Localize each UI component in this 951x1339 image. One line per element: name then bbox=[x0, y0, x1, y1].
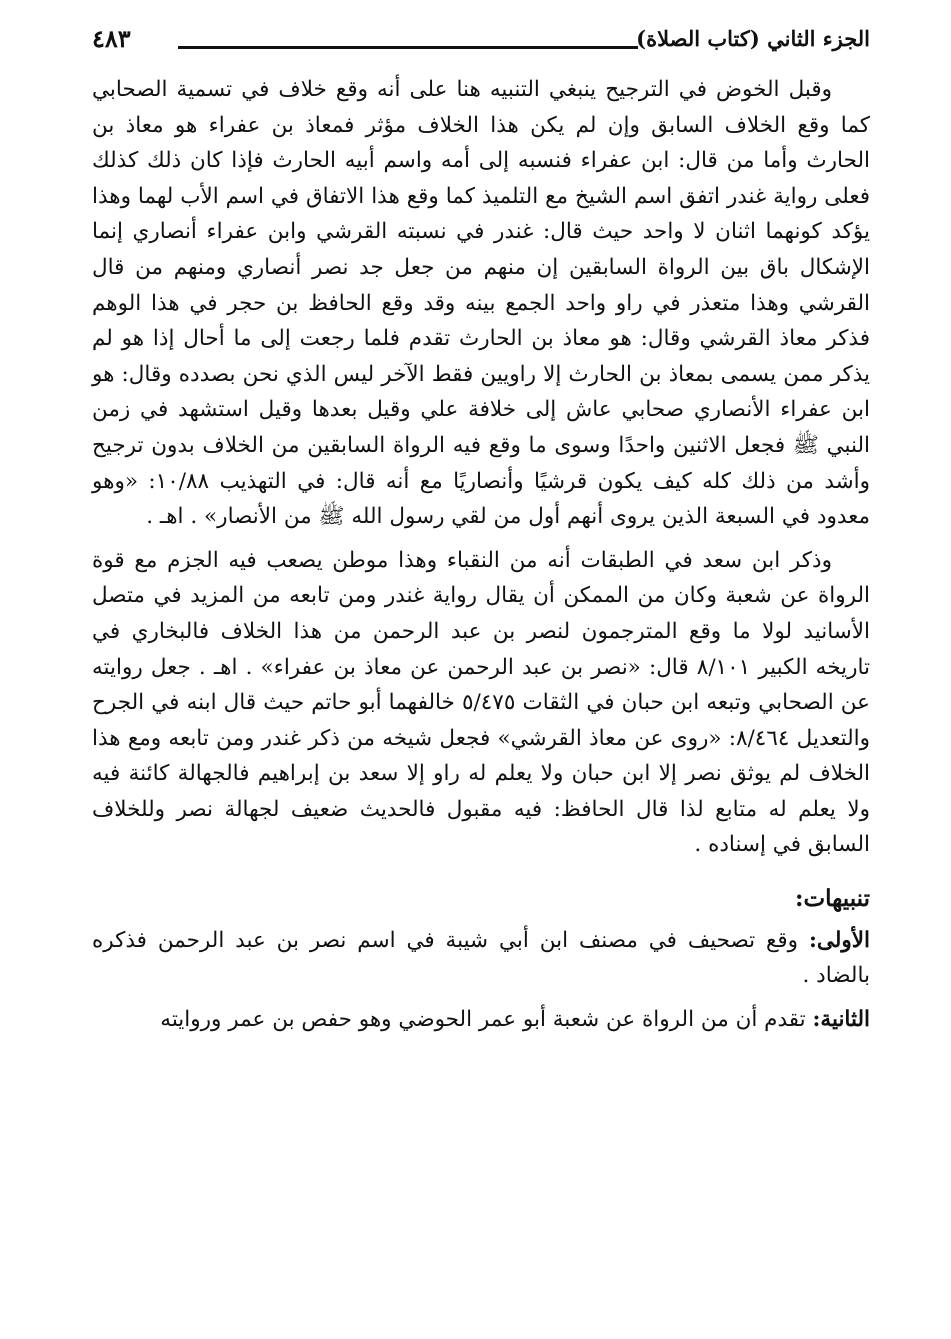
note-first-label: الأولى: bbox=[808, 927, 870, 953]
running-title: الجزء الثاني (كتاب الصلاة) bbox=[636, 26, 870, 51]
note-first-text: وقع تصحيف في مصنف ابن أبي شيبة في اسم نصر بن عبد الرحمن فذكره بالضاد . bbox=[92, 927, 870, 989]
paragraph-1: وقبل الخوض في الترجيح ينبغي التنبيه هنا على أنه وقع خلاف في تسمية الصحابي كما وقع الخلاف السابق وإن لم يكن هذا الخلاف مؤثر فمعاذ بن عفراء هو معاذ بن الحارث وأما من قال: ابن عفراء فنسبه إلى أمه واسم أبيه الحارث فإذا كان ذلك كذلك فعلى رواية غندر اتفق اسم الشيخ مع التلميذ كما وقع هذا الاتفاق في اسم الأب لهما وهذا يؤكد كونهما اثنان لا واحد حيث قال: غندر في نسبته القرشي وابن عفراء أنصاري إنما الإشكال باق بين الرواة السابقين إن منهم من جعل جد نصر أنصاري ومنهم من قال القرشي وهذا متعذر في راو واحد الجمع بينه وقد وقع الحافظ بن حجر في هذا الوهم فذكر معاذ القرشي وقال: هو معاذ بن الحارث تقدم فلما رجعت إلى ما أحال إذا هو لم يذكر ممن يسمى بمعاذ بن الحارث إلا راويين فقط الآخر ليس الذي نحن بصدده وقال: هو ابن عفراء الأنصاري صحابي عاش إلى خلافة علي وقيل بعدها وقيل استشهد في زمن النبي ﷺ فجعل الاثنين واحدًا وسوى ما وقع فيه الرواة السابقين من الخلاف بدون ترجيح وأشد من ذلك كله كيف يكون قرشيًا وأنصاريًا مع أنه قال: في التهذيب ١٠/٨٨: «وهو معدود في السبعة الذين يروى أنهم أول من لقي رسول الله ﷺ من الأنصار» . اهـ . bbox=[92, 77, 871, 530]
main-text bbox=[92, 72, 870, 1045]
note-second bbox=[92, 1002, 870, 1038]
page-header bbox=[92, 22, 870, 66]
note-second-label: الثانية: bbox=[812, 1006, 870, 1032]
page-number: ٤٨٣ bbox=[92, 24, 131, 53]
note-first bbox=[92, 923, 870, 994]
note-second-text: تقدم أن من الرواة عن شعبة أبو عمر الحوضي وهو حفص بن عمر وروايته bbox=[160, 1006, 806, 1032]
header-rule bbox=[178, 46, 638, 49]
notes-heading: تنبيهات: bbox=[795, 885, 870, 913]
paragraph-2: وذكر ابن سعد في الطبقات أنه من النقباء وهذا موطن يصعب فيه الجزم مع قوة الرواة عن شعبة وكان من الممكن أن يقال رواية غندر ومن تابعه من المزيد في متصل الأسانيد لولا ما وقع المترجمون لنصر بن عبد الرحمن من هذا الخلاف فالبخاري في تاريخه الكبير ٨/١٠١ قال: «نصر بن عبد الرحمن عن معاذ بن عفراء» . اهـ . جعل روايته عن الصحابي وتبعه ابن حبان في الثقات ٥/٤٧٥ خالفهما أبو حاتم حيث قال ابنه في الجرح والتعديل ٨/٤٦٤: «روى عن معاذ القرشي» فجعل شيخه من ذكر غندر ومن تابعه ومع هذا الخلاف لم يوثق نصر إلا ابن حبان ولا يعلم له راو إلا سعد بن إبراهيم فالجهالة كائنة فيه ولا يعلم له متابع لذا قال الحافظ: فيه مقبول فالحديث ضعيف لجهالة نصر وللخلاف السابق في إسناده . bbox=[92, 547, 871, 858]
